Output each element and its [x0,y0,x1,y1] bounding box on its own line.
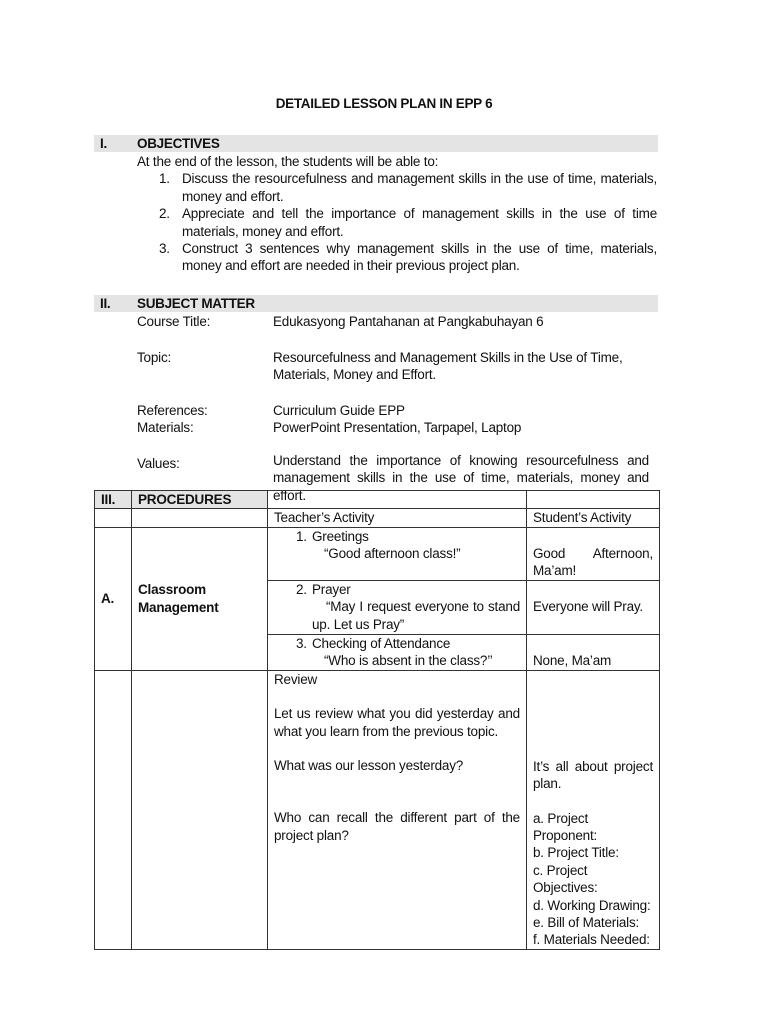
project-parts-list [533,810,653,949]
prayer-title: Prayer [312,581,351,597]
list-item: d. Working Drawing: [533,897,651,913]
prayer-response: Everyone will Pray. [527,580,660,634]
objectives-block [137,153,657,275]
procedures-table [94,490,660,950]
objective-item: 3. Construct 3 sentences why management skills in the use of time, materials, money and effort are needed in their previous project plan. [159,241,657,274]
objective-item: 2. Appreciate and tell the importance of management skills in the use of time materials, money and effort. [159,206,657,239]
objectives-heading [94,135,658,152]
topic-value: Resourcefulness and Management Skills in the Use of Time, Materials, Money and Effort. [273,350,623,383]
attendance-cell: 3. Checking of Attendance “Who is absent in the class?’’ [268,634,527,670]
teacher-activity-header: Teacher’s Activity [268,509,527,527]
course-title-value: Edukasyong Pantahanan at Pangkabuhayan 6 [273,314,544,329]
attendance-quote: “Who is absent in the class?’’ [324,653,493,669]
values-label: Values: [137,456,180,471]
topic-label: Topic: [137,350,172,365]
greetings-quote: “Good afternoon class!” [324,546,461,562]
document-title: DETAILED LESSON PLAN IN EPP 6 [275,96,493,111]
student-activity-header: Student’s Activity [527,509,660,527]
section-a-letter: A. [95,527,132,670]
classroom-management-label: Classroom Management [132,527,268,670]
prayer-cell: 2. Prayer “May I request everyone to stand up. Let us Pray” [268,580,527,634]
review-question-1: What was our lesson yesterday? [274,758,464,774]
procedures-heading-row [95,491,660,509]
materials-value: PowerPoint Presentation, Tarpapel, Laptop [273,420,522,435]
objectives-number: I. [100,136,107,151]
greetings-response-cell [527,527,660,580]
list-item: f. Materials Needed: [533,932,650,948]
objectives-list [137,170,657,274]
prayer-quote: “May I request everyone to stand up. Let us Pray” [312,599,520,632]
objectives-title: OBJECTIVES [137,136,220,151]
greetings-row [95,527,660,580]
attendance-title: Checking of Attendance [312,635,451,651]
procedures-number: III. [95,491,132,509]
list-item: a. Project Proponent: [533,810,598,844]
list-item: c. Project Objectives: [533,862,598,896]
subject-matter-title: SUBJECT MATTER [137,296,255,311]
objectives-intro: At the end of the lesson, the students will be able to: [137,154,439,169]
references-label: References: [137,403,208,418]
procedures-title: PROCEDURES [132,491,268,509]
list-item: e. Bill of Materials: [533,915,640,931]
materials-label: Materials: [137,420,194,435]
subject-matter-heading [94,295,658,312]
review-question-2: Who can recall the different part of the project plan? [274,810,520,843]
values-value: Understand the importance of knowing resourcefulness and management skills in the use of time, materials, money and effort. [273,453,649,503]
greetings-response: Good Afternoon, Ma’am! [533,545,653,579]
review-answer-1: It’s all about project plan. [533,758,653,792]
course-title-label: Course Title: [137,314,211,329]
list-item: b. Project Title: [533,845,619,861]
greetings-title: Greetings [312,528,369,544]
attendance-response: None, Ma’am [527,634,660,670]
review-title: Review [274,671,318,687]
subject-matter-number: II. [100,296,111,311]
review-row [95,670,660,949]
objective-item: 1. Discuss the resourcefulness and management skills in the use of time, materials, money and effort. [159,171,657,204]
references-value: Curriculum Guide EPP [273,403,405,418]
activity-header-row [95,509,660,527]
greetings-cell: 1. Greetings “Good afternoon class!” [268,527,527,580]
review-student-cell [527,670,660,949]
review-teacher-cell [268,670,527,949]
review-line: Let us review what you did yesterday and what you learn from the previous topic. [274,706,520,739]
